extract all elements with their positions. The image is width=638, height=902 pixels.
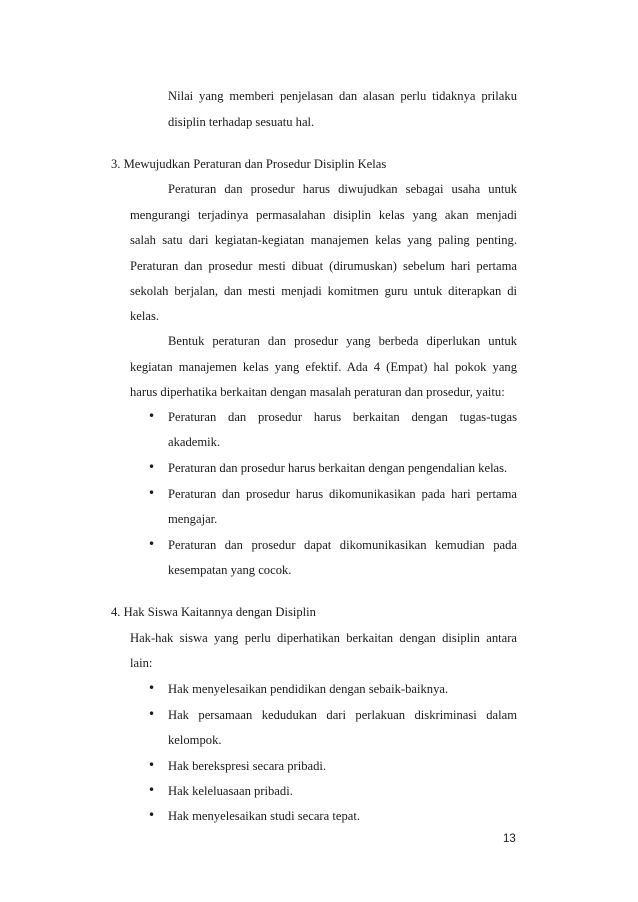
section-heading: 4. Hak Siswa Kaitannya dengan Disiplin [111, 605, 316, 619]
bullet-icon: • [148, 460, 156, 474]
section-heading: 3. Mewujudkan Peraturan dan Prosedur Disiplin Kelas [111, 157, 387, 171]
text-line: salah satu dari kegiatan-kegiatan manajemen kelas yang paling penting. [130, 233, 517, 247]
list-item: mengajar. [168, 512, 218, 526]
text-line: sekolah berjalan, dan mesti menjadi komitmen guru untuk diterapkan di [130, 284, 517, 298]
text-line: Peraturan dan prosedur harus diwujudkan sebagai usaha untuk [168, 182, 517, 196]
list-item: Hak keleluasaan pribadi. [168, 784, 293, 798]
list-item: akademik. [168, 435, 221, 449]
list-item: Hak menyelesaikan pendidikan dengan sebaik-baiknya. [168, 682, 449, 696]
list-item: kelompok. [168, 733, 222, 747]
list-item: Hak menyelesaikan studi secara tepat. [168, 809, 360, 823]
bullet-icon: • [148, 808, 156, 822]
list-item: Hak persamaan kedudukan dari perlakuan diskriminasi dalam [168, 708, 517, 722]
bullet-icon: • [148, 707, 156, 721]
text-line: disiplin terhadap sesuatu hal. [168, 115, 315, 129]
bullet-icon: • [148, 409, 156, 423]
page-number: 13 [503, 833, 516, 845]
list-item: Peraturan dan prosedur dapat dikomunikasikan kemudian pada [168, 538, 517, 552]
bullet-icon: • [148, 783, 156, 797]
text-line: kegiatan manajemen kelas yang efektif. Ada 4 (Empat) hal pokok yang [130, 360, 517, 374]
list-item: Hak berekspresi secara pribadi. [168, 759, 327, 773]
list-item: Peraturan dan prosedur harus berkaitan dengan pengendalian kelas. [168, 461, 508, 475]
bullet-icon: • [148, 681, 156, 695]
text-line: Nilai yang memberi penjelasan dan alasan perlu tidaknya prilaku [168, 89, 517, 103]
text-line: lain: [130, 656, 153, 670]
list-item: Peraturan dan prosedur harus berkaitan dengan tugas-tugas [168, 410, 517, 424]
list-item: kesempatan yang cocok. [168, 563, 292, 577]
text-line: harus diperhatika berkaitan dengan masalah peraturan dan prosedur, yaitu: [130, 385, 505, 399]
bullet-icon: • [148, 758, 156, 772]
bullet-icon: • [148, 537, 156, 551]
text-line: Bentuk peraturan dan prosedur yang berbeda diperlukan untuk [168, 334, 517, 348]
text-line: mengurangi terjadinya permasalahan disiplin kelas yang akan menjadi [130, 208, 517, 222]
text-line: kelas. [130, 309, 160, 323]
list-item: Peraturan dan prosedur harus dikomunikasikan pada hari pertama [168, 487, 517, 501]
text-line: Peraturan dan prosedur mesti dibuat (dirumuskan) sebelum hari pertama [130, 259, 517, 273]
text-line: Hak-hak siswa yang perlu diperhatikan berkaitan dengan disiplin antara [130, 631, 517, 645]
bullet-icon: • [148, 486, 156, 500]
